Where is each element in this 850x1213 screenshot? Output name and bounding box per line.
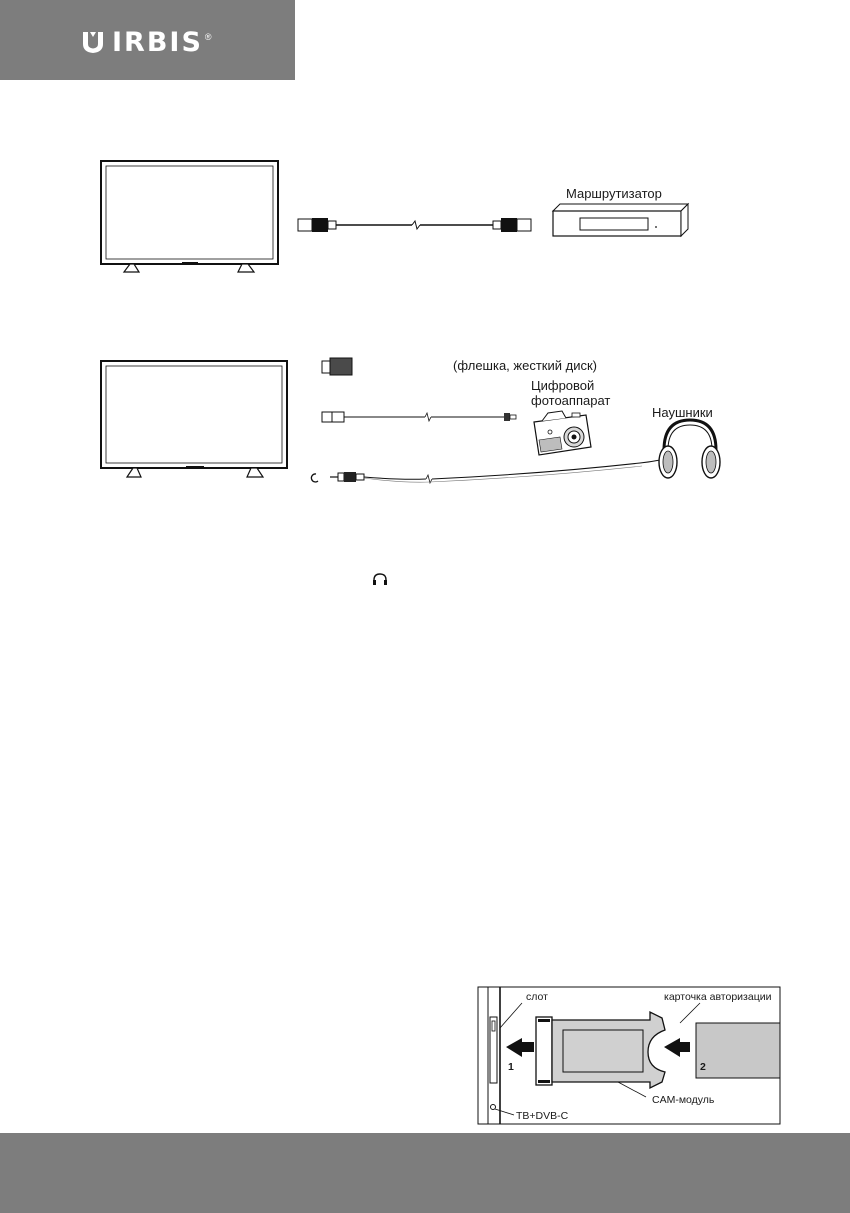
- footer-band: [0, 1133, 850, 1213]
- cam-module-label: CAM-модуль: [652, 1094, 715, 1106]
- camera-label-line1: Цифровой: [531, 378, 595, 393]
- headphones-label: Наушники: [652, 405, 713, 420]
- camera-label-line2: фотоаппарат: [531, 393, 611, 408]
- slot-label: слот: [526, 991, 548, 1003]
- tv-dvb-label: ТВ+DVB-C: [516, 1110, 569, 1122]
- camera-illustration: [534, 411, 591, 455]
- step1-label: 1: [508, 1061, 514, 1073]
- usb-flash-drive: [322, 358, 352, 375]
- brand-logo-reg: ®: [204, 32, 212, 42]
- tv-illustration-1: [101, 161, 278, 272]
- card-label: карточка авторизации: [664, 991, 772, 1003]
- tv-illustration-2: [101, 361, 287, 477]
- usb-camera-cable: [322, 412, 516, 422]
- lan-cable: [298, 218, 531, 232]
- brand-logo-text: IRBIS: [112, 26, 203, 58]
- headphone-cable: [311, 460, 660, 483]
- headphone-glyph-icon: [373, 574, 387, 585]
- headphones-illustration: [659, 420, 720, 478]
- step2-label: 2: [700, 1061, 706, 1073]
- router-illustration: [553, 204, 688, 236]
- usb-storage-label: (флешка, жесткий диск): [453, 358, 597, 373]
- router-label: Маршрутизатор: [566, 186, 662, 201]
